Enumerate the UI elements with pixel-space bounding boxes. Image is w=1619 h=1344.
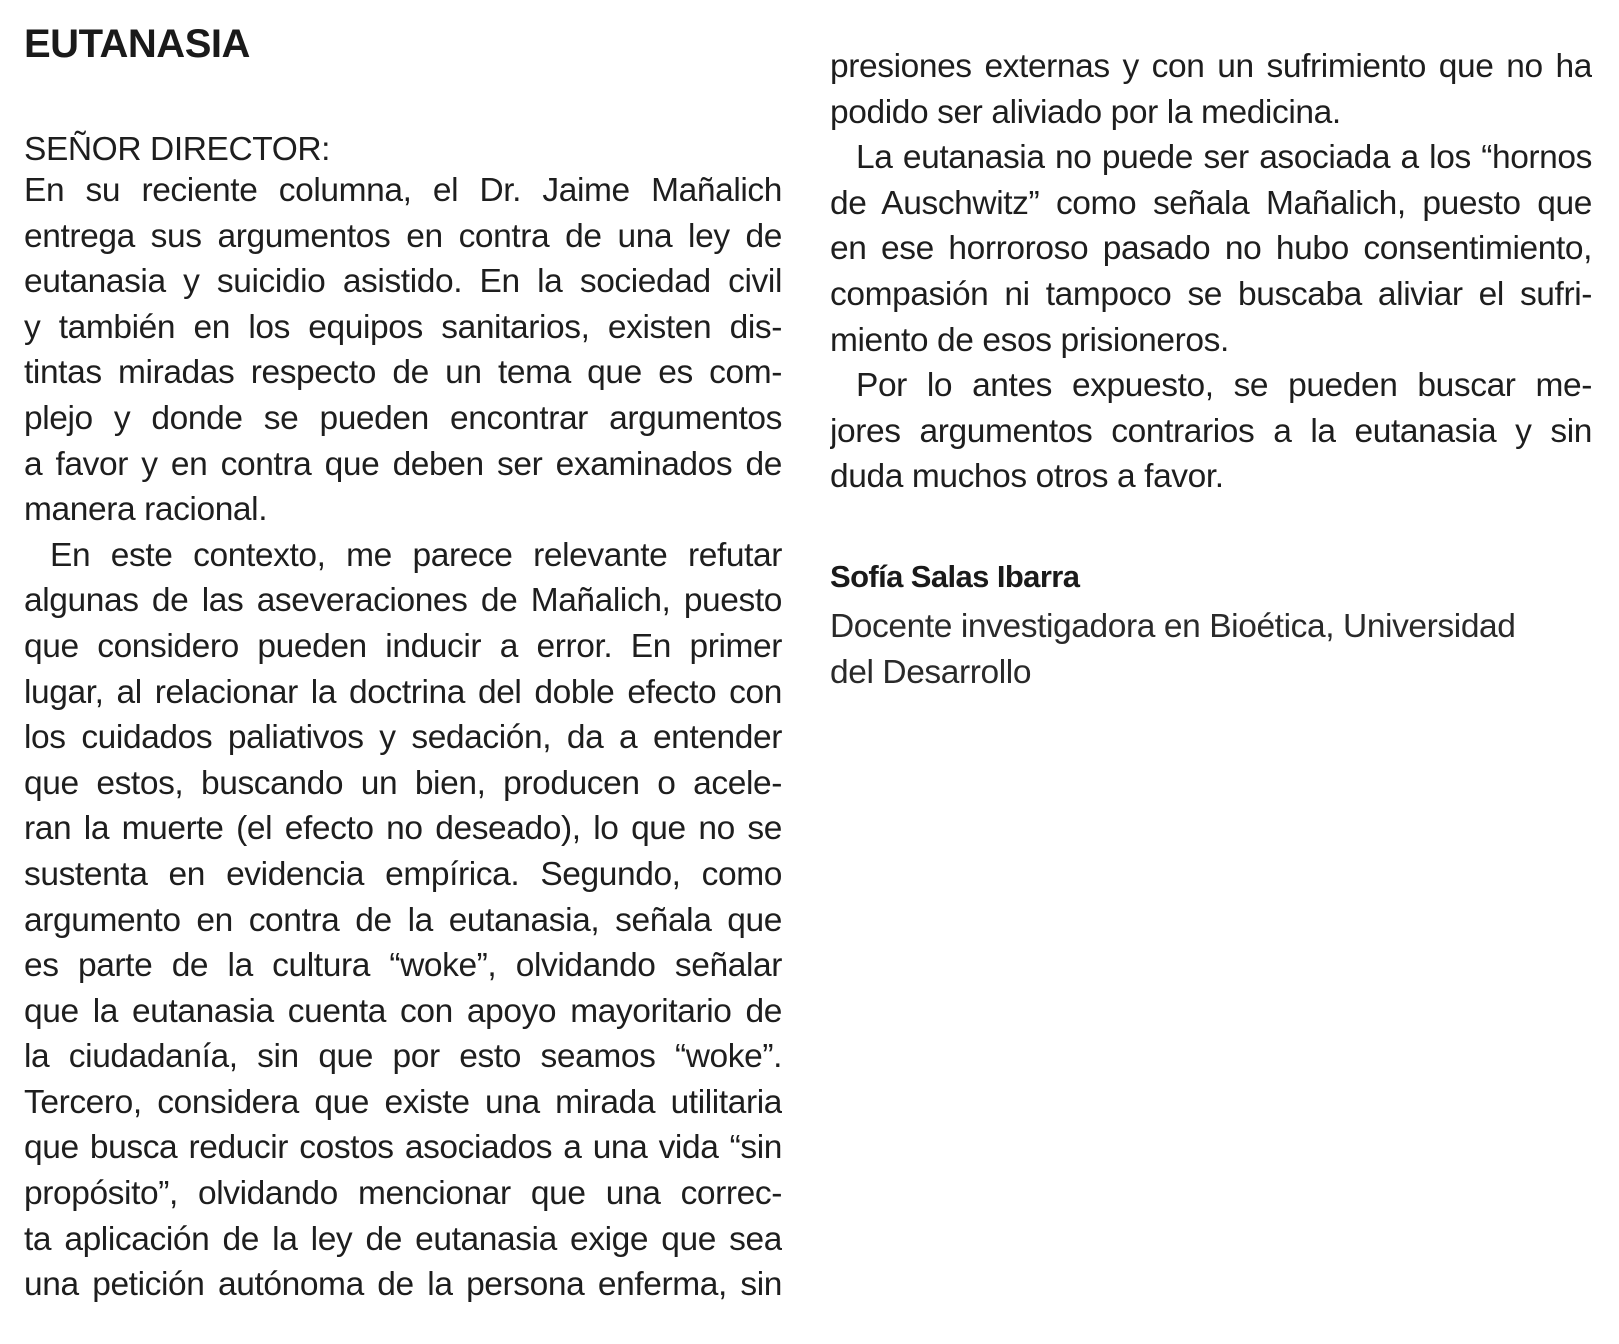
- article-title: EUTANASIA: [24, 22, 250, 66]
- body-line: manera racional.: [24, 491, 268, 529]
- salutation: SEÑOR DIRECTOR:: [24, 131, 331, 168]
- body-line: En su reciente columna, el Dr. Jaime Mañalich: [24, 172, 782, 209]
- body-line: en ese horroroso pasado no hubo consentimiento,: [830, 230, 1592, 268]
- author-name: Sofía Salas Ibarra: [830, 559, 1080, 594]
- body-line: argumento en contra de la eutanasia, señala que: [24, 901, 782, 939]
- body-line: ta aplicación de la ley de eutanasia exige que sea: [24, 1220, 782, 1258]
- body-line: En este contexto, me parece relevante refutar: [50, 536, 782, 574]
- body-line: la ciudadanía, sin que por esto seamos “woke”.: [24, 1038, 782, 1076]
- body-line: que considero pueden inducir a error. En primer: [24, 627, 782, 665]
- body-line: propósito”, olvidando mencionar que una correc-: [24, 1175, 782, 1213]
- body-line: La eutanasia no puede ser asociada a los “hornos: [856, 139, 1592, 177]
- affiliation-line: del Desarrollo: [830, 653, 1032, 691]
- author-affiliation: [830, 604, 1516, 695]
- body-line: una petición autónoma de la persona enferma, sin: [24, 1266, 782, 1304]
- body-line: podido ser aliviado por la medicina.: [830, 93, 1341, 131]
- affiliation-line: Docente investigadora en Bioética, Universidad: [830, 608, 1516, 645]
- body-line: tintas miradas respecto de un tema que es com-: [24, 354, 782, 392]
- body-line: eutanasia y suicidio asistido. En la sociedad civil: [24, 263, 782, 301]
- body-line: ran la muerte (el efecto no deseado), lo que no se: [24, 810, 782, 848]
- body-line: presiones externas y con un sufrimiento que no ha: [830, 48, 1592, 85]
- body-line: algunas de las aseveraciones de Mañalich, puesto: [24, 582, 782, 620]
- body-line: que la eutanasia cuenta con apoyo mayoritario de: [24, 992, 782, 1030]
- body-line: entrega sus argumentos en contra de una ley de: [24, 217, 782, 255]
- body-line: jores argumentos contrarios a la eutanasia y sin: [830, 412, 1592, 450]
- body-line: y también en los equipos sanitarios, existen dis-: [24, 308, 782, 346]
- body-line: plejo y donde se pueden encontrar argumentos: [24, 399, 782, 437]
- body-line: compasión ni tampoco se buscaba aliviar el sufri-: [830, 275, 1592, 313]
- body-line: lugar, al relacionar la doctrina del doble efecto con: [24, 673, 782, 711]
- body-line: que busca reducir costos asociados a una vida “sin: [24, 1129, 782, 1167]
- body-line: los cuidados paliativos y sedación, da a entender: [24, 719, 782, 757]
- body-line: Por lo antes expuesto, se pueden buscar me-: [856, 367, 1592, 405]
- right-column: [830, 44, 1592, 500]
- body-line: de Auschwitz” como señala Mañalich, puesto que: [830, 184, 1592, 222]
- body-line: duda muchos otros a favor.: [830, 458, 1224, 496]
- body-line: sustenta en evidencia empírica. Segundo, como: [24, 855, 782, 893]
- body-line: que estos, buscando un bien, producen o acele-: [24, 764, 782, 802]
- body-line: es parte de la cultura “woke”, olvidando señalar: [24, 947, 782, 985]
- body-line: Tercero, considera que existe una mirada utilitaria: [24, 1083, 782, 1121]
- body-line: miento de esos prisioneros.: [830, 321, 1229, 359]
- left-column: [24, 168, 782, 1308]
- body-line: a favor y en contra que deben ser examinados de: [24, 445, 782, 483]
